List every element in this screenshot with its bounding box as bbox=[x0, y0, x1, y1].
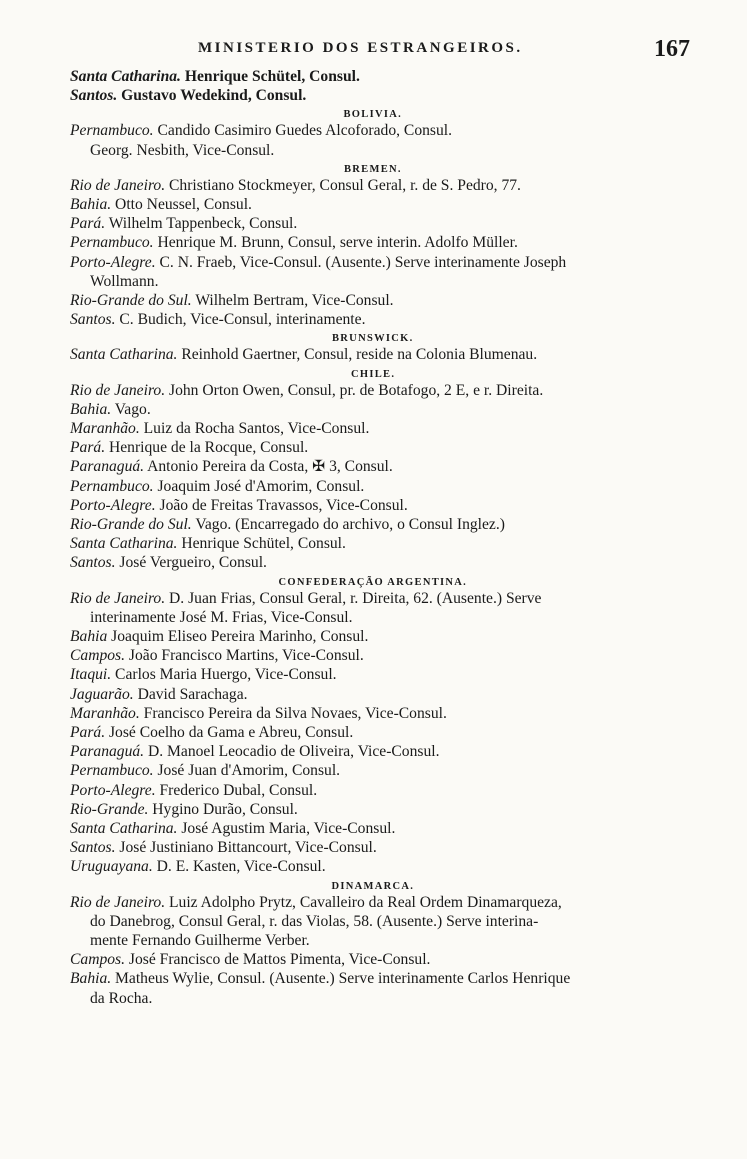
entry-text: D. Manoel Leocadio de Oliveira, Vice-Consul. bbox=[144, 743, 440, 761]
entry-line bbox=[90, 273, 158, 291]
entry-text: Wollmann. bbox=[90, 272, 159, 290]
section-heading: DINAMARCA. bbox=[331, 880, 415, 892]
entry-line bbox=[70, 820, 395, 838]
place-name: Bahia. bbox=[70, 196, 112, 213]
place-name: Itaqui. bbox=[70, 666, 112, 684]
entry-line bbox=[70, 762, 340, 780]
place-name: Porto-Alegre. bbox=[70, 496, 156, 514]
entry-text: José Juan d'Amorim, Consul. bbox=[153, 762, 341, 780]
place-name: Rio de Janeiro. bbox=[70, 589, 166, 607]
section-heading: CONFEDERAÇÃO ARGENTINA. bbox=[278, 576, 468, 588]
place-name: Pará. bbox=[70, 724, 106, 741]
entry-text: C. Budich, Vice-Consul, interinamente. bbox=[115, 311, 366, 329]
entry-line bbox=[70, 87, 306, 105]
entry-text: Candido Casimiro Guedes Alcoforado, Consul. bbox=[153, 122, 453, 140]
place-name: Jaguarão. bbox=[70, 685, 134, 703]
entry-line bbox=[70, 970, 570, 988]
entry-text: Matheus Wylie, Consul. (Ausente.) Serve interinamente Carlos Henrique bbox=[111, 970, 571, 988]
entry-text: José Justiniano Bittancourt, Vice-Consul. bbox=[115, 839, 377, 857]
entry-text: D. Juan Frias, Consul Geral, r. Direita, 62. (Ausente.) Serve bbox=[165, 589, 542, 607]
entry-line bbox=[70, 292, 394, 310]
entry-text: José Coelho da Gama e Abreu, Consul. bbox=[105, 724, 354, 741]
place-name: Bahia. bbox=[70, 400, 112, 418]
entry-line bbox=[70, 590, 541, 608]
page-number: 167 bbox=[654, 36, 690, 62]
entry-line bbox=[70, 346, 537, 364]
entry-line bbox=[70, 478, 364, 496]
entry-text: Otto Neussel, Consul. bbox=[111, 196, 252, 213]
section-heading: CHILE. bbox=[351, 368, 396, 380]
place-name: Pernambuco. bbox=[70, 762, 154, 780]
entry-line bbox=[90, 142, 274, 160]
entry-text: João Francisco Martins, Vice-Consul. bbox=[125, 647, 364, 665]
entry-text: interinamente José M. Frias, Vice-Consul. bbox=[90, 608, 353, 626]
place-name: Rio de Janeiro. bbox=[70, 893, 166, 911]
entry-line bbox=[70, 535, 346, 553]
place-name: Rio-Grande do Sul. bbox=[70, 516, 192, 533]
entry-text: do Danebrog, Consul Geral, r. das Violas, 58. (Ausente.) Serve interina- bbox=[90, 912, 539, 930]
place-name: Maranhão. bbox=[70, 420, 140, 437]
entry-text: Frederico Dubal, Consul. bbox=[155, 781, 318, 799]
entry-line bbox=[70, 382, 543, 400]
entry-text: Henrique Schütel, Consul. bbox=[180, 68, 360, 85]
place-name: Bahia bbox=[70, 628, 108, 645]
entry-line bbox=[70, 686, 248, 704]
entry-line bbox=[70, 858, 326, 876]
place-name: Rio-Grande do Sul. bbox=[70, 292, 192, 309]
entry-text: Vago. (Encarregado do archivo, o Consul Inglez.) bbox=[191, 516, 505, 533]
entry-text: Vago. bbox=[111, 400, 151, 418]
entry-line bbox=[70, 122, 452, 140]
entry-line bbox=[70, 420, 369, 438]
entry-text: Henrique M. Brunn, Consul, serve interin. Adolfo Müller. bbox=[153, 234, 518, 252]
entry-text: D. E. Kasten, Vice-Consul. bbox=[152, 858, 326, 876]
entry-text: Christiano Stockmeyer, Consul Geral, r. de S. Pedro, 77. bbox=[165, 176, 521, 194]
entry-text: José Vergueiro, Consul. bbox=[115, 554, 267, 572]
entry-line bbox=[70, 401, 151, 419]
entry-line bbox=[70, 439, 308, 457]
entry-text: José Agustim Maria, Vice-Consul. bbox=[177, 820, 396, 837]
entry-line bbox=[70, 894, 562, 912]
entry-text: Georg. Nesbith, Vice-Consul. bbox=[90, 141, 275, 159]
entry-line bbox=[70, 705, 447, 723]
entry-line bbox=[70, 177, 521, 195]
place-name: Rio de Janeiro. bbox=[70, 176, 166, 194]
entry-text: da Rocha. bbox=[90, 989, 153, 1007]
place-name: Santa Catharina. bbox=[70, 346, 178, 364]
entry-text: Joaquim José d'Amorim, Consul. bbox=[153, 477, 365, 495]
entry-line bbox=[70, 801, 298, 819]
entry-text: João de Freitas Travassos, Vice-Consul. bbox=[155, 496, 408, 514]
entry-text: Joaquim Eliseo Pereira Marinho, Consul. bbox=[107, 628, 369, 645]
place-name: Paranaguá. bbox=[70, 743, 145, 761]
entry-text: mente Fernando Guilherme Verber. bbox=[90, 932, 310, 949]
entry-line bbox=[70, 311, 365, 329]
entry-text: C. N. Fraeb, Vice-Consul. (Ausente.) Serve interinamente Joseph bbox=[155, 253, 567, 271]
entry-line bbox=[70, 215, 297, 233]
entry-text: Reinhold Gaertner, Consul, reside na Colonia Blumenau. bbox=[177, 346, 538, 364]
running-title: MINISTERIO DOS ESTRANGEIROS. bbox=[198, 40, 523, 56]
place-name: Santos. bbox=[70, 87, 118, 105]
entry-line bbox=[70, 554, 267, 572]
section-heading: BRUNSWICK. bbox=[332, 333, 414, 345]
entry-line bbox=[70, 516, 505, 534]
entry-line bbox=[70, 458, 393, 476]
place-name: Porto-Alegre. bbox=[70, 781, 156, 799]
entry-text: Wilhelm Bertram, Vice-Consul. bbox=[191, 292, 394, 309]
entry-text: Luiz Adolpho Prytz, Cavalleiro da Real Ordem Dinamarqueza, bbox=[165, 893, 562, 911]
place-name: Pernambuco. bbox=[70, 234, 154, 252]
place-name: Campos. bbox=[70, 951, 126, 969]
section-heading: BREMEN. bbox=[344, 163, 402, 175]
entry-line bbox=[70, 724, 353, 742]
place-name: Pará. bbox=[70, 215, 106, 233]
entry-line bbox=[70, 628, 368, 646]
place-name: Santos. bbox=[70, 311, 116, 329]
entry-line bbox=[70, 839, 377, 857]
place-name: Paranaguá. bbox=[70, 458, 145, 476]
place-name: Santa Catharina. bbox=[70, 68, 181, 85]
entry-text: Luiz da Rocha Santos, Vice-Consul. bbox=[139, 420, 370, 437]
entry-text: José Francisco de Mattos Pimenta, Vice-Consul. bbox=[125, 951, 431, 969]
entry-text: David Sarachaga. bbox=[133, 685, 248, 703]
entry-text: Henrique Schütel, Consul. bbox=[177, 535, 346, 553]
place-name: Santa Catharina. bbox=[70, 535, 178, 553]
entry-text: Henrique de la Rocque, Consul. bbox=[105, 439, 309, 457]
entry-text: Antonio Pereira da Costa, ✠ 3, Consul. bbox=[144, 458, 393, 476]
place-name: Rio-Grande. bbox=[70, 800, 149, 818]
place-name: Santos. bbox=[70, 839, 116, 857]
entry-text: John Orton Owen, Consul, pr. de Botafogo, 2 E, e r. Direita. bbox=[165, 381, 544, 399]
entry-line bbox=[90, 609, 353, 627]
entry-text: Hygino Durão, Consul. bbox=[148, 800, 298, 818]
entry-line bbox=[70, 647, 364, 665]
place-name: Pernambuco. bbox=[70, 477, 154, 495]
entry-text: Carlos Maria Huergo, Vice-Consul. bbox=[111, 666, 337, 684]
entry-line bbox=[70, 782, 317, 800]
entry-text: Gustavo Wedekind, Consul. bbox=[117, 87, 307, 105]
entry-line bbox=[70, 68, 360, 86]
page-header bbox=[0, 36, 747, 66]
entry-line bbox=[90, 932, 310, 950]
entry-line bbox=[70, 743, 439, 761]
entry-line bbox=[70, 254, 566, 272]
section-heading: BOLIVIA. bbox=[343, 109, 403, 121]
entry-line bbox=[70, 196, 252, 214]
place-name: Uruguayana. bbox=[70, 858, 153, 876]
place-name: Bahia. bbox=[70, 970, 112, 988]
entry-text: Francisco Pereira da Silva Novaes, Vice-Consul. bbox=[139, 704, 447, 722]
place-name: Santa Catharina. bbox=[70, 820, 178, 837]
entry-text: Wilhelm Tappenbeck, Consul. bbox=[105, 215, 298, 233]
place-name: Porto-Alegre. bbox=[70, 253, 156, 271]
entry-line bbox=[70, 234, 518, 252]
place-name: Maranhão. bbox=[70, 704, 140, 722]
entry-line bbox=[90, 990, 152, 1008]
entry-line bbox=[70, 666, 337, 684]
place-name: Rio de Janeiro. bbox=[70, 381, 166, 399]
place-name: Pernambuco. bbox=[70, 122, 154, 140]
place-name: Pará. bbox=[70, 439, 106, 457]
entry-line bbox=[70, 497, 408, 515]
entry-line bbox=[90, 913, 538, 931]
entry-line bbox=[70, 951, 430, 969]
place-name: Santos. bbox=[70, 554, 116, 572]
place-name: Campos. bbox=[70, 647, 126, 665]
